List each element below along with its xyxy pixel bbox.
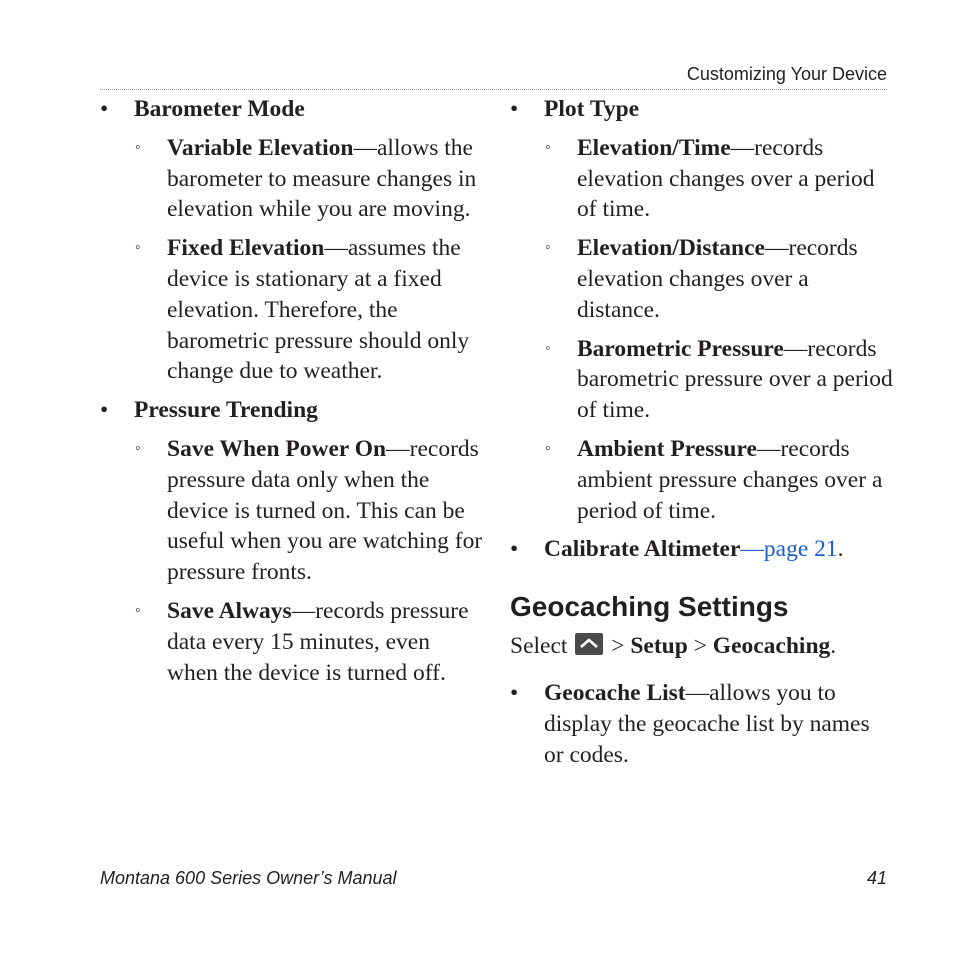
bullet: • (510, 679, 519, 706)
sub-bullet: ◦ (135, 239, 141, 257)
period: . (830, 633, 837, 660)
list-item (100, 434, 485, 588)
page-number: 41 (866, 868, 887, 888)
right-column (510, 94, 895, 770)
item-term: Elevation/Distance (577, 235, 765, 262)
sub-bullet: ◦ (545, 239, 551, 257)
bullet: • (510, 536, 519, 563)
item-term: Ambient Pressure (577, 435, 757, 462)
sub-bullet: ◦ (135, 601, 141, 619)
item-desc: —records pressure data only when the device is turned on. This can be useful when you are watching for pressure fronts. (167, 435, 483, 586)
list-item (510, 133, 895, 225)
item-desc: —allows you to display the geocache list by names or codes. (544, 679, 870, 768)
item-term: Barometric Pressure (577, 335, 784, 362)
list-item (510, 534, 895, 565)
item-term: Save When Power On (167, 435, 387, 462)
item-term: Barometer Mode (134, 96, 305, 122)
item-term: Calibrate Altimeter (544, 536, 741, 563)
sub-bullet: ◦ (545, 138, 551, 156)
list-item (510, 678, 895, 770)
list-item (510, 94, 895, 125)
list-item (100, 94, 485, 125)
menu-setup: Setup (630, 633, 688, 660)
bullet: • (100, 397, 109, 424)
footer-manual-title: Montana 600 Series Owner’s Manual (100, 868, 397, 888)
item-term: Plot Type (544, 96, 640, 122)
list-item (100, 596, 485, 688)
item-desc: —records elevation changes over a period of time. (577, 134, 875, 223)
list-item (510, 233, 895, 325)
home-icon (575, 633, 603, 655)
menu-geocaching: Geocaching (712, 633, 831, 660)
list-item (100, 233, 485, 387)
item-desc: —assumes the device is stationary at a fixed elevation. Therefore, the barometric pressure should only change due to weather. (167, 235, 470, 385)
item-desc: —records ambient pressure changes over a period of time. (577, 435, 883, 524)
left-column (100, 94, 485, 688)
section-title: Geocaching Settings (510, 591, 789, 623)
sub-bullet: ◦ (545, 439, 551, 457)
item-term: Save Always (167, 597, 292, 624)
list-item (510, 334, 895, 426)
bullet: • (510, 96, 519, 122)
header-rule (100, 89, 887, 90)
page-link[interactable]: —page 21 (740, 536, 838, 563)
item-desc: —allows the barometer to measure changes in elevation while you are moving. (167, 134, 477, 223)
separator: > (687, 633, 713, 660)
separator: > (605, 633, 631, 660)
list-item (100, 133, 485, 225)
list-item (100, 395, 485, 426)
item-term: Geocache List (544, 679, 686, 706)
bullet: • (100, 96, 109, 122)
select-word: Select (510, 633, 568, 660)
item-term: Pressure Trending (134, 397, 318, 424)
item-desc: —records barometric pressure over a period of time. (577, 335, 893, 424)
running-header: Customizing Your Device (686, 64, 887, 84)
sub-bullet: ◦ (545, 339, 551, 357)
item-term: Variable Elevation (167, 134, 354, 161)
item-desc: —records elevation changes over a distance. (577, 235, 858, 323)
item-term: Fixed Elevation (167, 235, 325, 262)
item-desc: —records pressure data every 15 minutes, even when the device is turned off. (167, 597, 469, 686)
select-path (510, 631, 895, 662)
item-term: Elevation/Time (577, 134, 731, 161)
sub-bullet: ◦ (135, 138, 141, 156)
period: . (837, 536, 844, 563)
list-item (510, 434, 895, 526)
sub-bullet: ◦ (135, 439, 141, 457)
